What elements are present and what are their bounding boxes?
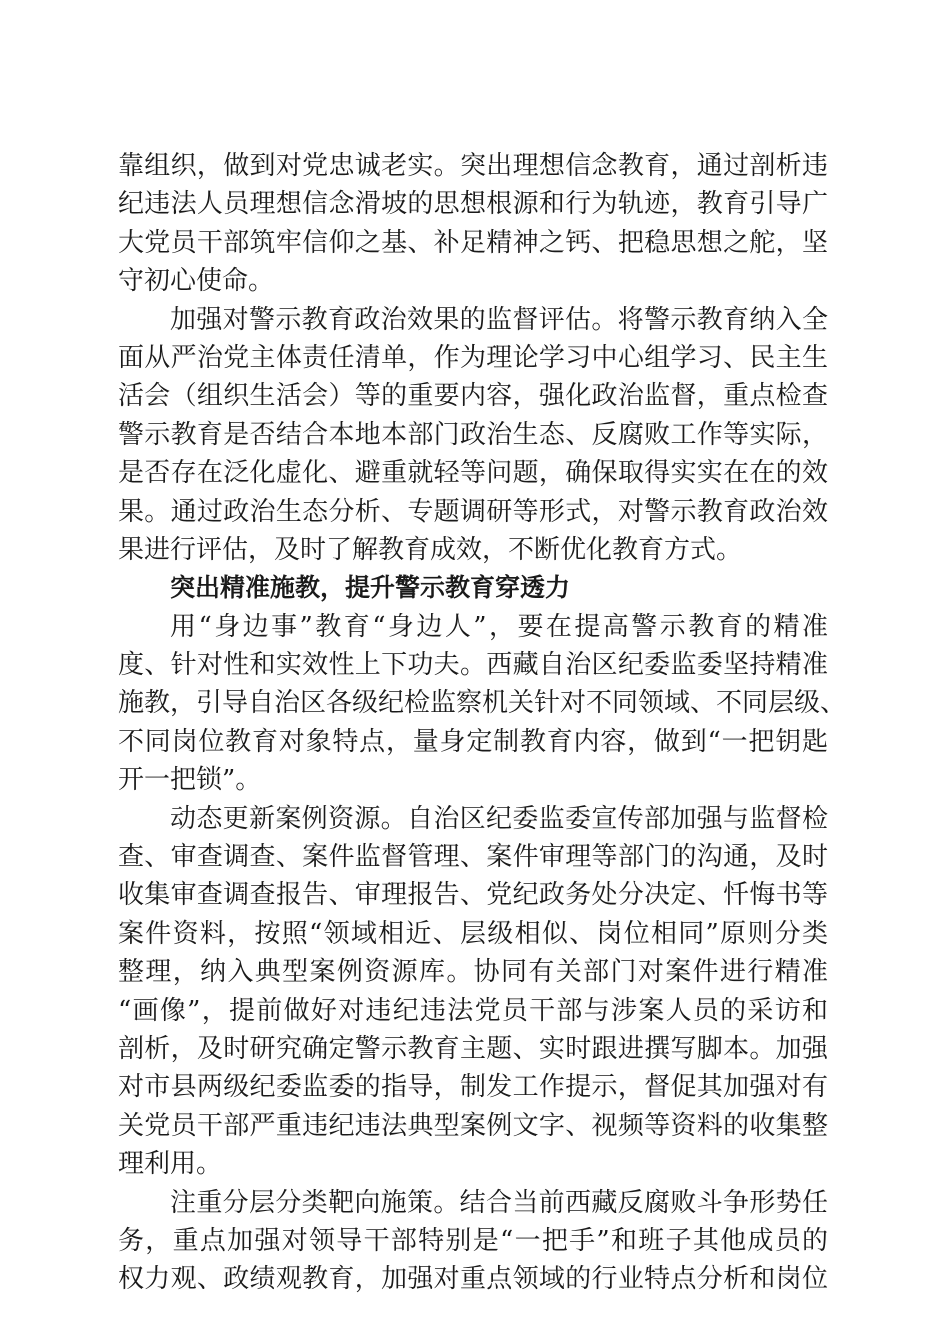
text-line: 收集审查调查报告、审理报告、党纪政务处分决定、忏悔书等: [118, 880, 828, 911]
paragraph-3: [118, 608, 847, 800]
text-line: 案件资料，按照“领域相近、层级相似、岗位相同”原则分类: [118, 918, 828, 949]
text-line: 用“身边事”教育“身边人”，要在提高警示教育的精准: [170, 611, 828, 642]
paragraph-5: [118, 1184, 828, 1299]
text-line: 注重分层分类靶向施策。结合当前西藏反腐败斗争形势任: [170, 1187, 828, 1218]
text-line: 警示教育是否结合本地本部门政治生态、反腐败工作等实际，: [118, 419, 828, 450]
text-line: 理利用。: [118, 1149, 223, 1180]
text-line: “画像”，提前做好对违纪违法党员干部与涉案人员的采访和: [118, 995, 828, 1026]
text-line: 权力观、政绩观教育，加强对重点领域的行业特点分析和岗位: [118, 1264, 828, 1295]
text-line: 纪违法人员理想信念滑坡的思想根源和行为轨迹，教育引导广: [118, 189, 828, 220]
text-line: 面从严治党主体责任清单，作为理论学习中心组学习、民主生: [118, 342, 828, 373]
text-line: 不同岗位教育对象特点，量身定制教育内容，做到“一把钥匙: [118, 726, 828, 757]
text-line: 活会（组织生活会）等的重要内容，强化政治监督，重点检查: [118, 381, 828, 412]
text-line: 大党员干部筑牢信仰之基、补足精神之钙、把稳思想之舵，坚: [118, 227, 828, 258]
section-heading: [118, 569, 828, 607]
text-line: 靠组织，做到对党忠诚老实。突出理想信念教育，通过剖析违: [118, 151, 828, 181]
section-heading-text: 突出精准施教，提升警示教育穿透力: [170, 573, 571, 603]
paragraph-2: [118, 301, 828, 570]
text-line: 查、审查调查、案件监督管理、案件审理等部门的沟通，及时: [118, 842, 828, 873]
paragraph-1: [118, 147, 828, 301]
text-line: 施教，引导自治区各级纪检监察机关针对不同领域、不同层级、: [118, 688, 847, 719]
text-line: 务，重点加强对领导干部特别是“一把手”和班子其他成员的: [118, 1225, 828, 1256]
document-body: [118, 147, 847, 1299]
text-line: 开一把锁”。: [118, 765, 262, 796]
text-line: 加强对警示教育政治效果的监督评估。将警示教育纳入全: [170, 304, 828, 335]
text-line: 度、针对性和实效性上下功夫。西藏自治区纪委监委坚持精准: [118, 650, 828, 681]
text-line: 剖析，及时研究确定警示教育主题、实时跟进撰写脚本。加强: [118, 1033, 828, 1064]
text-line: 守初心使命。: [118, 266, 275, 297]
text-line: 对市县两级纪委监委的指导，制发工作提示，督促其加强对有: [118, 1072, 828, 1103]
text-line: 关党员干部严重违纪违法典型案例文字、视频等资料的收集整: [118, 1110, 828, 1141]
text-line: 动态更新案例资源。自治区纪委监委宣传部加强与监督检: [170, 803, 828, 834]
text-line: 整理，纳入典型案例资源库。协同有关部门对案件进行精准: [118, 957, 828, 988]
text-line: 果。通过政治生态分析、专题调研等形式，对警示教育政治效: [118, 496, 828, 527]
paragraph-4: [118, 800, 828, 1184]
text-line: 是否存在泛化虚化、避重就轻等问题，确保取得实实在在的效: [118, 458, 828, 489]
text-line: 果进行评估，及时了解教育成效，不断优化教育方式。: [118, 534, 743, 565]
